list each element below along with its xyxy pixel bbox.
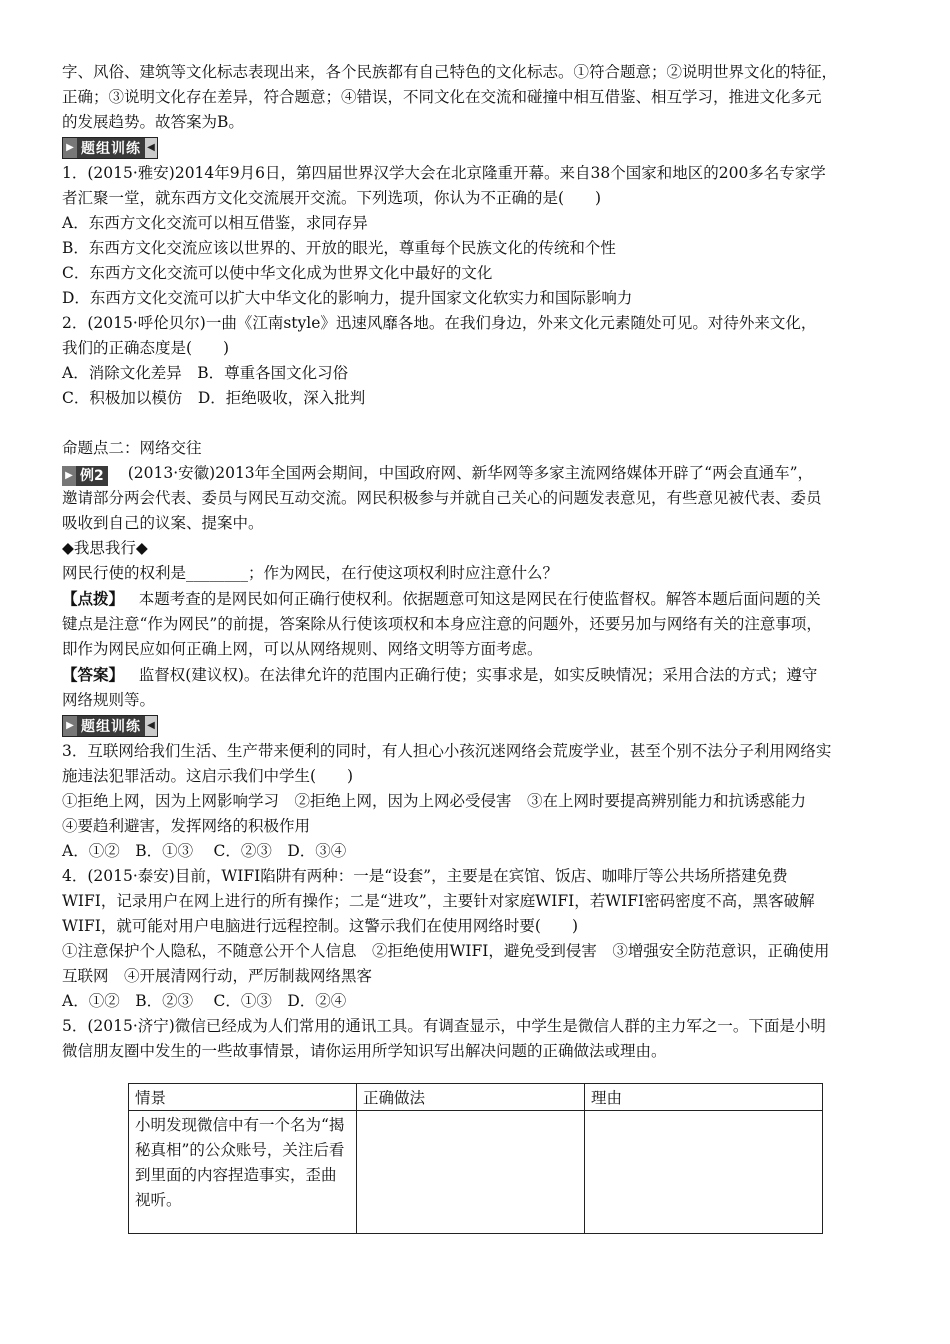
left-triangle-icon: ◀ xyxy=(145,716,157,736)
header-reason: 理由 xyxy=(585,1084,823,1111)
hint-label: 【点拨】 xyxy=(62,589,125,608)
document-body xyxy=(62,60,892,1064)
q4-line: 4．(2015·泰安)目前，WIFI陷阱有两种：一是“设套”，主要是在宾馆、饭店、咖啡厅等公共场所搭建免费 xyxy=(62,867,788,885)
q1-line: 1．(2015·雅安)2014年9月6日，第四届世界汉学大会在北京隆重开幕。来自38个国家和地区的200多名专家学 xyxy=(62,164,826,182)
hint-line: 即作为网民应如何正确上网，可以从网络规则、网络文明等方面考虑。 xyxy=(62,640,543,658)
q5-line: 微信朋友圈中发生的一些故事情景，请你运用所学知识写出解决问题的正确做法或理由。 xyxy=(62,1042,667,1060)
q3-line: 施违法犯罪活动。这启示我们中学生( ) xyxy=(62,767,354,785)
q2-options-ab: A．消除文化差异 B．尊重各国文化习俗 xyxy=(62,364,349,382)
q2-options-cd: C．积极加以模仿 D．拒绝吸收，深入批判 xyxy=(62,389,366,407)
section-bar-practice-2 xyxy=(62,715,158,737)
q4-line: WIFI，就可能对用户电脑进行远程控制。这警示我们在使用网络时要( ) xyxy=(62,917,579,935)
hint-first-line xyxy=(62,586,892,612)
hint-text: 本题考查的是网民如何正确行使权利。依据题意可知这是网民在行使监督权。解答本题后面问题的关 xyxy=(138,590,821,608)
example-line: 邀请部分两会代表、委员与网民互动交流。网民积极参与并就自己关心的问题发表意见，有些意见被代表、委员 xyxy=(62,489,822,507)
answer-first-line xyxy=(62,662,892,688)
play-triangle-icon: ▶ xyxy=(63,716,77,736)
q5-line: 5．(2015·济宁)微信已经成为人们常用的通讯工具。有调查显示，中学生是微信人群的主力军之一。下面是小明 xyxy=(62,1017,826,1035)
section-label: 题组训练 xyxy=(81,141,141,157)
q3-line: ①拒绝上网，因为上网影响学习 ②拒绝上网，因为上网必受侵害 ③在上网时要提高辨别能力和抗诱惑能力 xyxy=(62,792,807,810)
cell-correct-action[interactable] xyxy=(357,1111,585,1234)
section-bar-practice-1 xyxy=(62,137,158,159)
answer-label: 【答案】 xyxy=(62,665,125,684)
hint-line: 键点是注意“作为网民”的前提，答案除从行使该项权和本身应注意的问题外，还要另加与网络有关的注意事项， xyxy=(62,615,822,633)
play-triangle-icon: ▶ xyxy=(63,138,77,158)
cell-scenario: 小明发现微信中有一个名为“揭秘真相”的公众账号，关注后看到里面的内容捏造事实，歪曲视听。 xyxy=(129,1111,357,1234)
intro-line: 正确；③说明文化存在差异，符合题意；④错误，不同文化在交流和碰撞中相互借鉴、相互学习，推进文化多元 xyxy=(62,88,822,106)
q1-line: 者汇聚一堂，就东西方文化交流展开交流。下列选项，你认为不正确的是( ) xyxy=(62,189,602,207)
header-scenario: 情景 xyxy=(129,1084,357,1111)
q4-line: ①注意保护个人隐私，不随意公开个人信息 ②拒绝使用WIFI，避免受到侵害 ③增强安全防范意识，正确使用 xyxy=(62,942,830,960)
example-text: (2013·安徽)2013年全国两会期间，中国政府网、新华网等多家主流网络媒体开辟了“两会直通车”， xyxy=(127,464,814,482)
section-label: 题组训练 xyxy=(81,719,141,735)
q2-line: 2．(2015·呼伦贝尔)一曲《江南style》迅速风靡各地。在我们身边，外来文化元素随处可见。对待外来文化， xyxy=(62,314,817,332)
play-triangle-icon: ▶ xyxy=(62,466,76,486)
q3-line: 3．互联网给我们生活、生产带来便利的同时，有人担心小孩沉迷网络会荒废学业，甚至个别不法分子利用网络实 xyxy=(62,742,832,760)
q1-option-a: A．东西方文化交流可以相互借鉴，求同存异 xyxy=(62,214,368,232)
cell-reason[interactable] xyxy=(585,1111,823,1234)
table-header-row xyxy=(129,1084,823,1111)
left-triangle-icon: ◀ xyxy=(145,138,157,158)
q1-option-d: D．东西方文化交流可以扩大中华文化的影响力，提升国家文化软实力和国际影响力 xyxy=(62,289,633,307)
q3-options: A．①② B．①③ C．②③ D．③④ xyxy=(62,842,347,860)
topic-heading: 命题点二：网络交往 xyxy=(62,439,202,457)
scenario-table xyxy=(128,1083,823,1234)
example-question: 网民行使的权利是________；作为网民，在行使这项权利时应注意什么？ xyxy=(62,564,559,582)
intro-line: 字、风俗、建筑等文化标志表现出来，各个民族都有自己特色的文化标志。①符合题意；②说明世界文化的特征， xyxy=(62,63,838,81)
example-first-line xyxy=(62,461,892,486)
q2-line: 我们的正确态度是( ) xyxy=(62,339,230,357)
q3-line: ④要趋利避害，发挥网络的积极作用 xyxy=(62,817,311,835)
example-label: 例2 xyxy=(80,467,104,484)
q4-options: A．①② B．②③ C．①③ D．②④ xyxy=(62,992,347,1010)
q4-line: WIFI，记录用户在网上进行的所有操作；二是“进攻”，主要针对家庭WIFI，若WIFI密码密度不高，黑客破解 xyxy=(62,892,815,910)
q1-option-b: B．东西方文化交流应该以世界的、开放的眼光，尊重每个民族文化的传统和个性 xyxy=(62,239,616,257)
table-row xyxy=(129,1111,823,1234)
example-line: 吸收到自己的议案、提案中。 xyxy=(62,514,264,532)
q4-line: 互联网 ④开展清网行动，严厉制裁网络黑客 xyxy=(62,967,373,985)
answer-text: 监督权(建议权)。在法律允许的范围内正确行使；实事求是，如实反映情况；采用合法的方式；遵守 xyxy=(138,666,818,684)
header-correct-action: 正确做法 xyxy=(357,1084,585,1111)
answer-line: 网络规则等。 xyxy=(62,691,156,709)
think-title: ◆我思我行◆ xyxy=(62,539,148,557)
example-tag xyxy=(62,466,108,486)
intro-line: 的发展趋势。故答案为B。 xyxy=(62,113,244,131)
q1-option-c: C．东西方文化交流可以使中华文化成为世界文化中最好的文化 xyxy=(62,264,493,282)
